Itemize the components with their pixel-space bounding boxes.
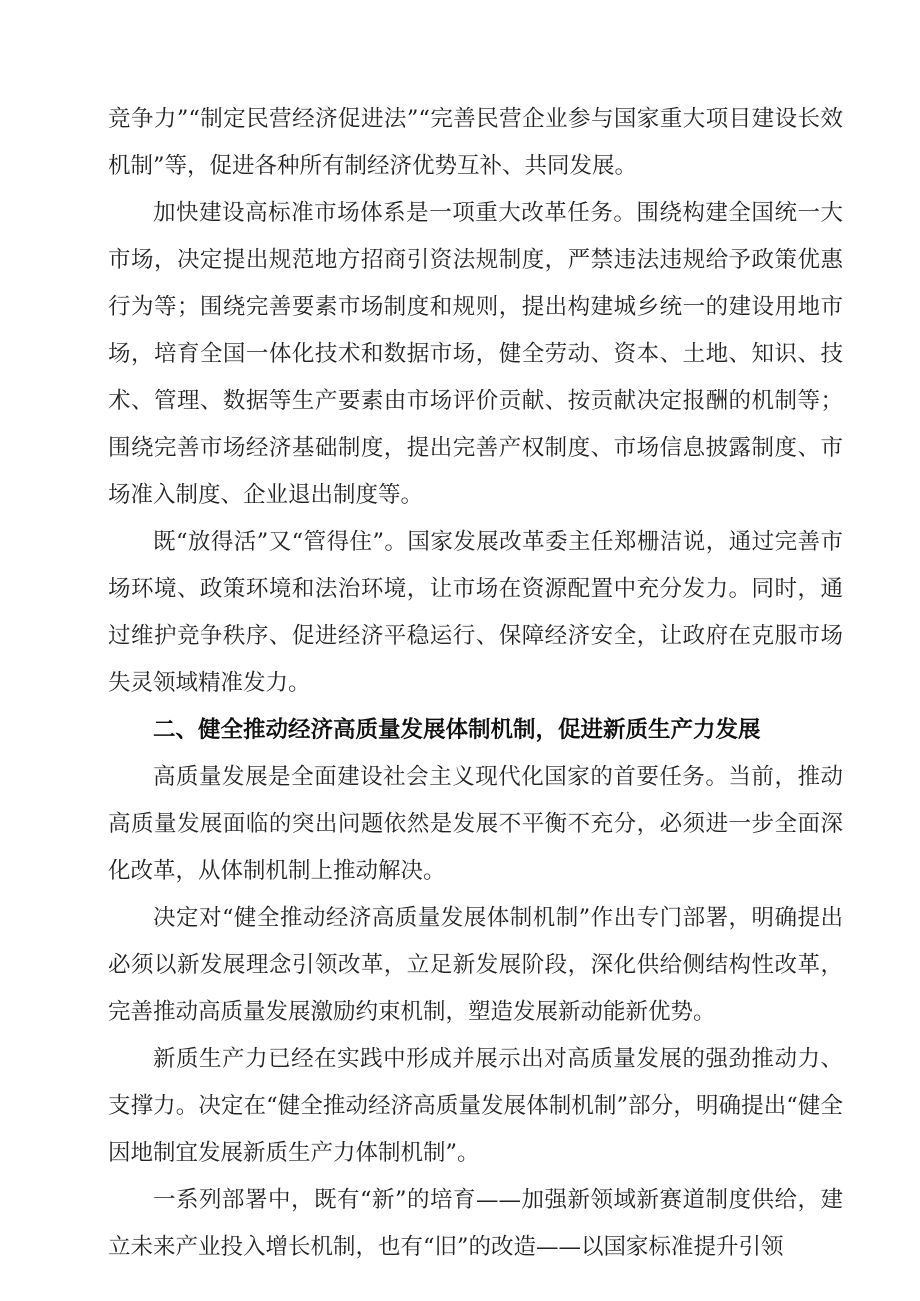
paragraph-6: 新质生产力已经在实践中形成并展示出对高质量发展的强劲推动力、支撑力。决定在“健全推动经济高质量发展体制机制”部分，明确提出“健全因地制宜发展新质生产力体制机制”。 — [108, 1046, 843, 1166]
paragraph-1: 竞争力”“制定民营经济促进法”“完善民营企业参与国家重大项目建设长效机制”等，促进各种所有制经济优势互补、共同发展。 — [108, 106, 843, 179]
document-body — [108, 96, 843, 1271]
section-heading: 二、健全推动经济高质量发展体制机制，促进新质生产力发展 — [153, 717, 761, 743]
paragraph-5: 决定对“健全推动经济高质量发展体制机制”作出专门部署，明确提出必须以新发展理念引领改革，立足新发展阶段，深化供给侧结构性改革，完善推动高质量发展激励约束机制，塑造发展新动能新优势。 — [108, 905, 843, 1025]
paragraph-7: 一系列部署中，既有“新”的培育——加强新领域新赛道制度供给，建立未来产业投入增长机制，也有“旧”的改造——以国家标准提升引领 — [108, 1187, 843, 1260]
paragraph-4: 高质量发展是全面建设社会主义现代化国家的首要任务。当前，推动高质量发展面临的突出问题依然是发展不平衡不充分，必须进一步全面深化改革，从体制机制上推动解决。 — [108, 764, 843, 884]
paragraph-2: 加快建设高标准市场体系是一项重大改革任务。围绕构建全国统一大市场，决定提出规范地方招商引资法规制度，严禁违法违规给予政策优惠行为等；围绕完善要素市场制度和规则，提出构建城乡统一的建设用地市场，培育全国一体化技术和数据市场，健全劳动、资本、土地、知识、技术、管理、数据等生产要素由市场评价贡献、按贡献决定报酬的机制等；围绕完善市场经济基础制度，提出完善产权制度、市场信息披露制度、市场准入制度、企业退出制度等。 — [108, 200, 843, 508]
paragraph-3: 既“放得活”又“管得住”。国家发展改革委主任郑栅洁说，通过完善市场环境、政策环境和法治环境，让市场在资源配置中充分发力。同时，通过维护竞争秩序、促进经济平稳运行、保障经济安全，让政府在克服市场失灵领域精准发力。 — [108, 529, 843, 696]
